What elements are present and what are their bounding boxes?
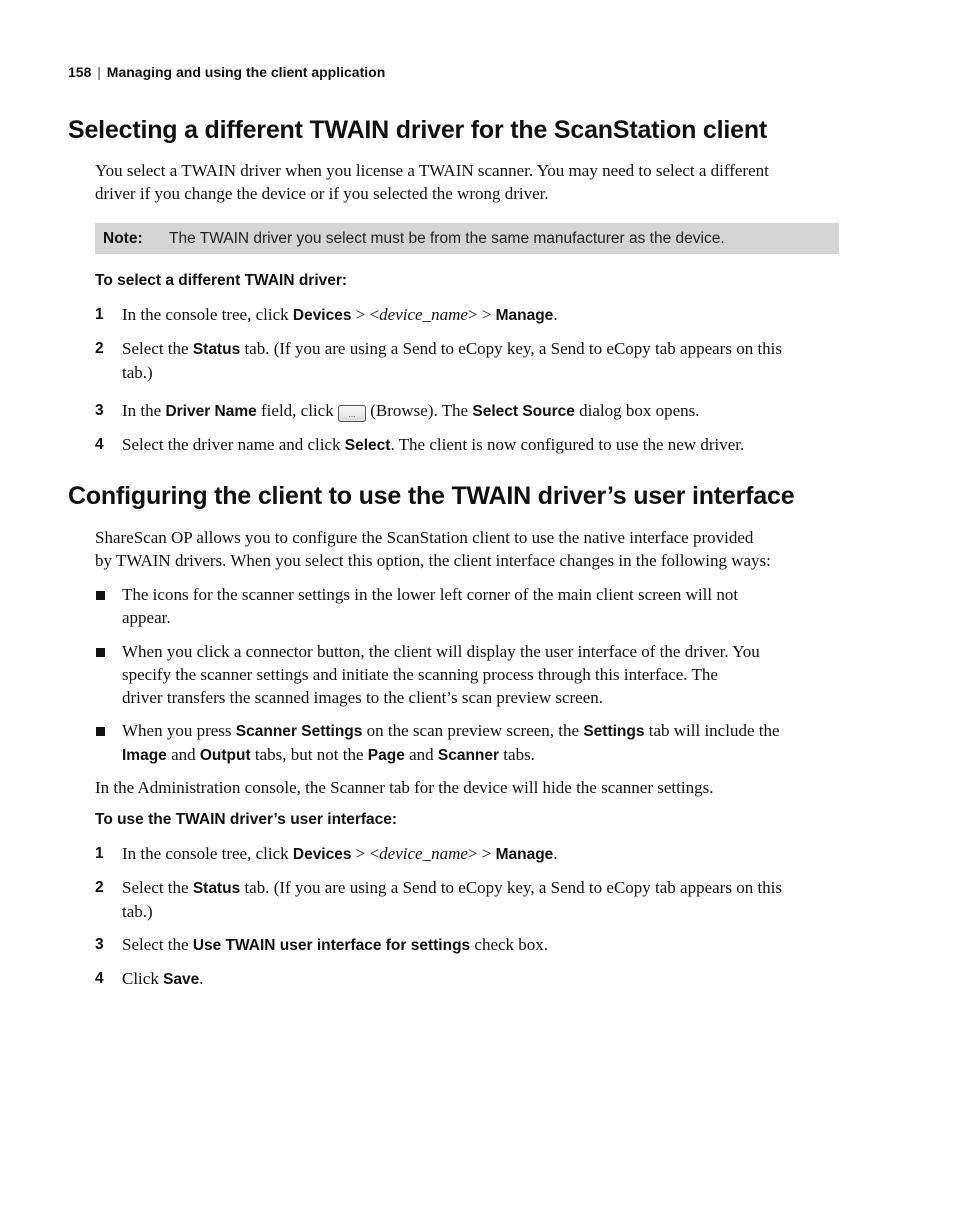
step-item: 4 Select the driver name and click Select. The client is now configured to use the new driver. <box>95 435 745 454</box>
step-item: 4 Click Save. <box>95 969 204 988</box>
ui-term: Scanner <box>437 747 500 764</box>
note-box <box>95 223 839 254</box>
bullet-item: When you click a connector button, the client will display the user interface of the driver. You specify the scanner settings and initiate the scanning process through this interface. The driver transfers the scanned images to the client’s scan preview screen. <box>95 640 857 709</box>
ui-term: Save <box>163 971 200 988</box>
ui-term: Page <box>367 747 405 764</box>
step-number: 3 <box>95 936 104 953</box>
ui-term: Manage <box>495 307 554 324</box>
ui-term: Devices <box>292 846 352 863</box>
intro-line: driver if you change the device or if you selected the wrong driver. <box>95 184 549 203</box>
square-bullet-icon <box>96 591 105 600</box>
section1-heading: Selecting a different TWAIN driver for the ScanStation client <box>68 116 768 144</box>
section2-closing: In the Administration console, the Scanner tab for the device will hide the scanner settings. <box>95 778 714 797</box>
step-number: 2 <box>95 879 104 896</box>
ui-term: Settings <box>583 723 645 740</box>
ui-term: Use TWAIN user interface for settings <box>192 937 471 954</box>
step-number: 2 <box>95 340 104 357</box>
bullet-item: The icons for the scanner settings in the lower left corner of the main client screen will not appear. <box>95 583 857 629</box>
placeholder-term: device_name <box>379 305 468 324</box>
square-bullet-icon <box>96 648 105 657</box>
header-separator: | <box>97 64 101 80</box>
ui-term: Image <box>122 747 167 764</box>
intro-line: by TWAIN drivers. When you select this option, the client interface changes in the following ways: <box>95 551 771 570</box>
page-number: 158 <box>68 64 92 80</box>
placeholder-term: device_name <box>379 844 468 863</box>
step-number: 4 <box>95 970 104 987</box>
step-item: 3 Select the Use TWAIN user interface for settings check box. <box>95 935 549 954</box>
ui-term: Manage <box>495 846 554 863</box>
procedure-title: To use the TWAIN driver’s user interface: <box>95 811 398 828</box>
ui-term: Output <box>199 747 251 764</box>
ui-term: Scanner Settings <box>235 723 363 740</box>
step-item: 2 Select the Status tab. (If you are using a Send to eCopy key, a Send to eCopy tab appears on this tab.) <box>95 339 783 382</box>
step-number: 4 <box>95 436 104 453</box>
section2-intro <box>95 526 857 572</box>
square-bullet-icon <box>96 727 105 736</box>
step-number: 3 <box>95 402 104 419</box>
ui-term: Select Source <box>472 403 575 420</box>
step-item: 1 In the console tree, click Devices > <device_name> > Manage. <box>95 305 558 324</box>
note-label: Note: <box>103 230 143 247</box>
section2-heading: Configuring the client to use the TWAIN driver’s user interface <box>68 482 795 510</box>
procedure-title: To select a different TWAIN driver: <box>95 272 348 289</box>
ui-term: Select <box>344 437 391 454</box>
ui-term: Devices <box>292 307 352 324</box>
section1-intro <box>95 159 857 205</box>
step-item: 2 Select the Status tab. (If you are using a Send to eCopy key, a Send to eCopy tab appears on this tab.) <box>95 878 783 921</box>
running-header <box>68 64 385 80</box>
browse-button-icon: ... <box>338 405 366 422</box>
ui-term: Driver Name <box>165 403 257 420</box>
intro-line: You select a TWAIN driver when you license a TWAIN scanner. You may need to select a different <box>95 161 769 180</box>
bullet-item: When you press Scanner Settings on the scan preview screen, the Settings tab will include the Image and Output tabs, but not the Page and Scanner tabs. <box>95 719 857 767</box>
note-text: The TWAIN driver you select must be from the same manufacturer as the device. <box>169 230 725 247</box>
step-item: 3 In the Driver Name field, click ... (Browse). The Select Source dialog box opens. <box>95 401 700 420</box>
ui-term: Status <box>192 880 241 897</box>
intro-line: ShareScan OP allows you to configure the ScanStation client to use the native interface provided <box>95 528 754 547</box>
ui-term: Status <box>192 341 241 358</box>
step-number: 1 <box>95 306 104 323</box>
step-number: 1 <box>95 845 104 862</box>
step-item: 1 In the console tree, click Devices > <device_name> > Manage. <box>95 844 558 863</box>
chapter-title: Managing and using the client application <box>106 64 386 80</box>
